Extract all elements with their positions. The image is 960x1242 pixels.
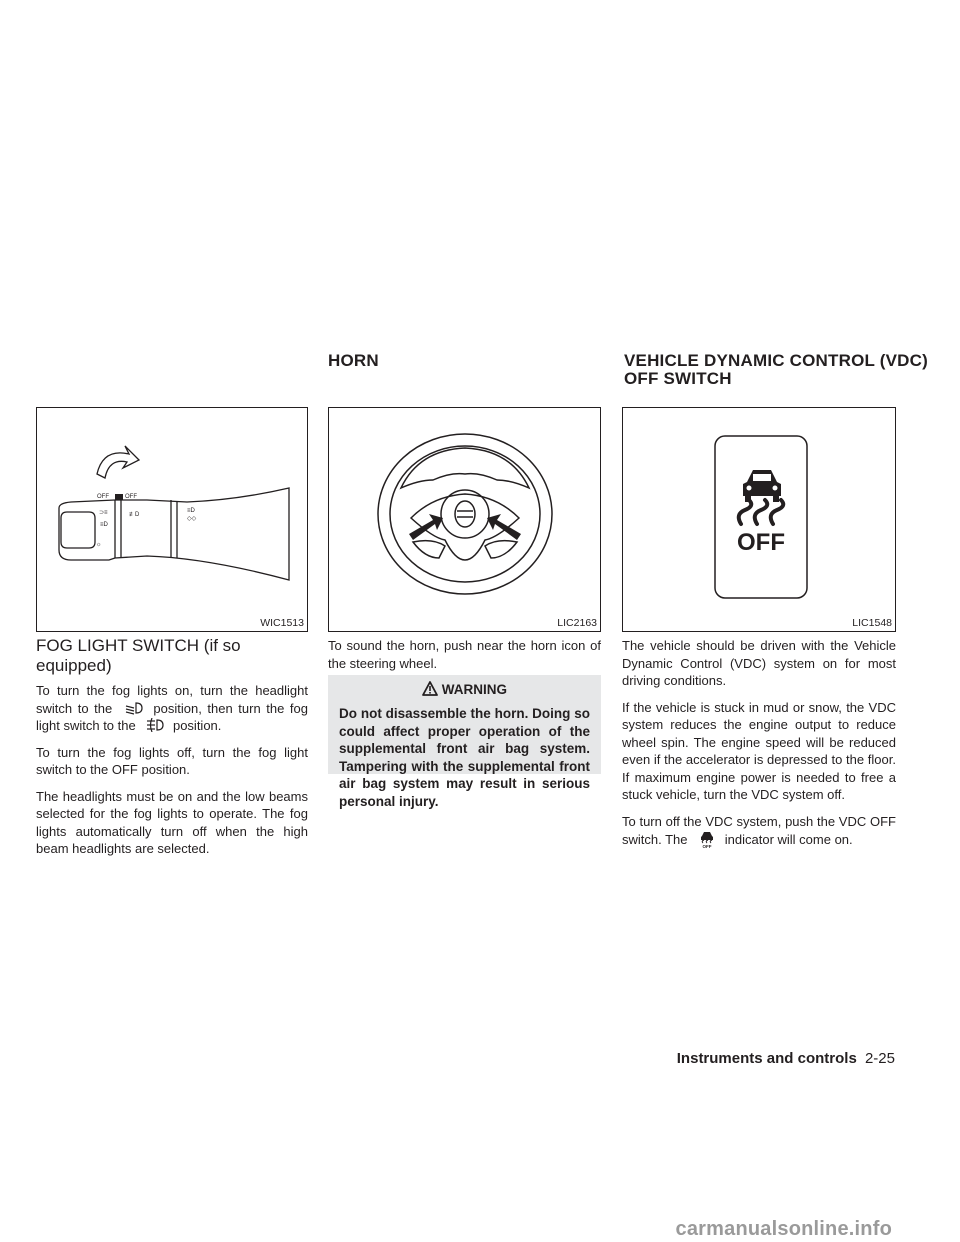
svg-text:◇◇: ◇◇ bbox=[187, 516, 197, 522]
horn-body bbox=[328, 637, 601, 672]
warning-triangle-icon bbox=[422, 681, 438, 696]
svg-text:⊃≡: ⊃≡ bbox=[99, 510, 108, 516]
warning-title-text: WARNING bbox=[441, 682, 507, 697]
fog-p1-part-c: position. bbox=[172, 718, 222, 733]
fog-light-icon bbox=[139, 718, 169, 732]
fog-light-para-2: To turn the fog lights off, turn the fog light switch to the OFF position. bbox=[36, 744, 308, 777]
vdc-off-indicator-icon bbox=[691, 830, 721, 848]
vdc-off-switch-illustration bbox=[623, 408, 895, 631]
vdc-para-3 bbox=[622, 813, 896, 849]
fog-light-column bbox=[36, 636, 308, 867]
watermark-text: carmanualsonline.info bbox=[675, 1218, 892, 1240]
page-footer bbox=[677, 1050, 895, 1068]
fog-light-para-1 bbox=[36, 682, 308, 735]
vdc-switch-figure bbox=[622, 407, 896, 632]
vdc-p3-part-a: To turn off the VDC system, push the VDC OFF switch. The bbox=[622, 813, 896, 847]
horn-warning-box bbox=[328, 675, 601, 809]
figure-code: LIC2163 bbox=[557, 617, 597, 629]
vdc-icon-label: OFF bbox=[702, 844, 712, 848]
watermark-bar bbox=[0, 1214, 960, 1242]
horn-figure bbox=[328, 407, 601, 632]
warning-title bbox=[328, 681, 601, 699]
fog-light-figure bbox=[36, 407, 308, 632]
footer-page-number: 2-25 bbox=[864, 1050, 895, 1067]
vdc-column bbox=[622, 637, 896, 858]
horn-para-1: To sound the horn, push near the horn icon of the steering wheel. bbox=[328, 638, 601, 671]
vdc-heading bbox=[624, 352, 928, 388]
fog-light-lever-illustration bbox=[37, 408, 307, 631]
vdc-body bbox=[622, 637, 896, 849]
vdc-para-1: The vehicle should be driven with the Vehicle Dynamic Control (VDC) system on for most driving conditions. bbox=[622, 638, 896, 688]
svg-text:≢D: ≢D bbox=[129, 512, 140, 518]
fog-p1-part-a: To turn the fog lights on, turn the headlight switch to the bbox=[36, 683, 308, 716]
svg-text:OFF: OFF bbox=[97, 494, 109, 500]
headlight-low-beam-icon bbox=[118, 701, 148, 715]
horn-heading: HORN bbox=[328, 351, 379, 370]
figure-code: LIC1548 bbox=[852, 617, 892, 629]
vdc-para-2: If the vehicle is stuck in mud or snow, the VDC system reduces the engine output to reduce wheel spin. The engine speed will be reduced even if the accelerator is depressed to the floor. If maximum engine power is needed to free a stuck vehicle, turn the VDC system off. bbox=[622, 699, 896, 802]
svg-text:≡D: ≡D bbox=[187, 508, 195, 514]
vdc-p3-part-b: indicator will come on. bbox=[724, 832, 853, 847]
svg-text:≡D: ≡D bbox=[100, 522, 108, 528]
footer-chapter: Instruments and controls bbox=[676, 1050, 857, 1067]
vdc-heading-line2: OFF SWITCH bbox=[624, 369, 732, 388]
steering-wheel-illustration bbox=[329, 408, 600, 631]
svg-text:OFF: OFF bbox=[125, 494, 137, 500]
figure-code: WIC1513 bbox=[260, 617, 304, 629]
fog-light-title: FOG LIGHT SWITCH (if so equipped) bbox=[36, 636, 241, 675]
fog-light-para-3: The headlights must be on and the low beams selected for the fog lights to operate. The fog lights automatically turn off when the high beam headlights are selected. bbox=[36, 788, 308, 856]
warning-body: Do not disassemble the horn. Doing so could affect proper operation of the supplemental front air bag system. Tampering with the supplemental front air bag system may result in serious personal injury. bbox=[339, 706, 590, 809]
svg-text:☼: ☼ bbox=[96, 542, 102, 548]
fog-light-body bbox=[36, 682, 308, 858]
fog-p1-part-b: position, then turn the fog light switch to the bbox=[36, 700, 308, 733]
vdc-off-label: OFF bbox=[737, 529, 785, 556]
vdc-heading-line1: VEHICLE DYNAMIC CONTROL (VDC) bbox=[624, 351, 928, 370]
